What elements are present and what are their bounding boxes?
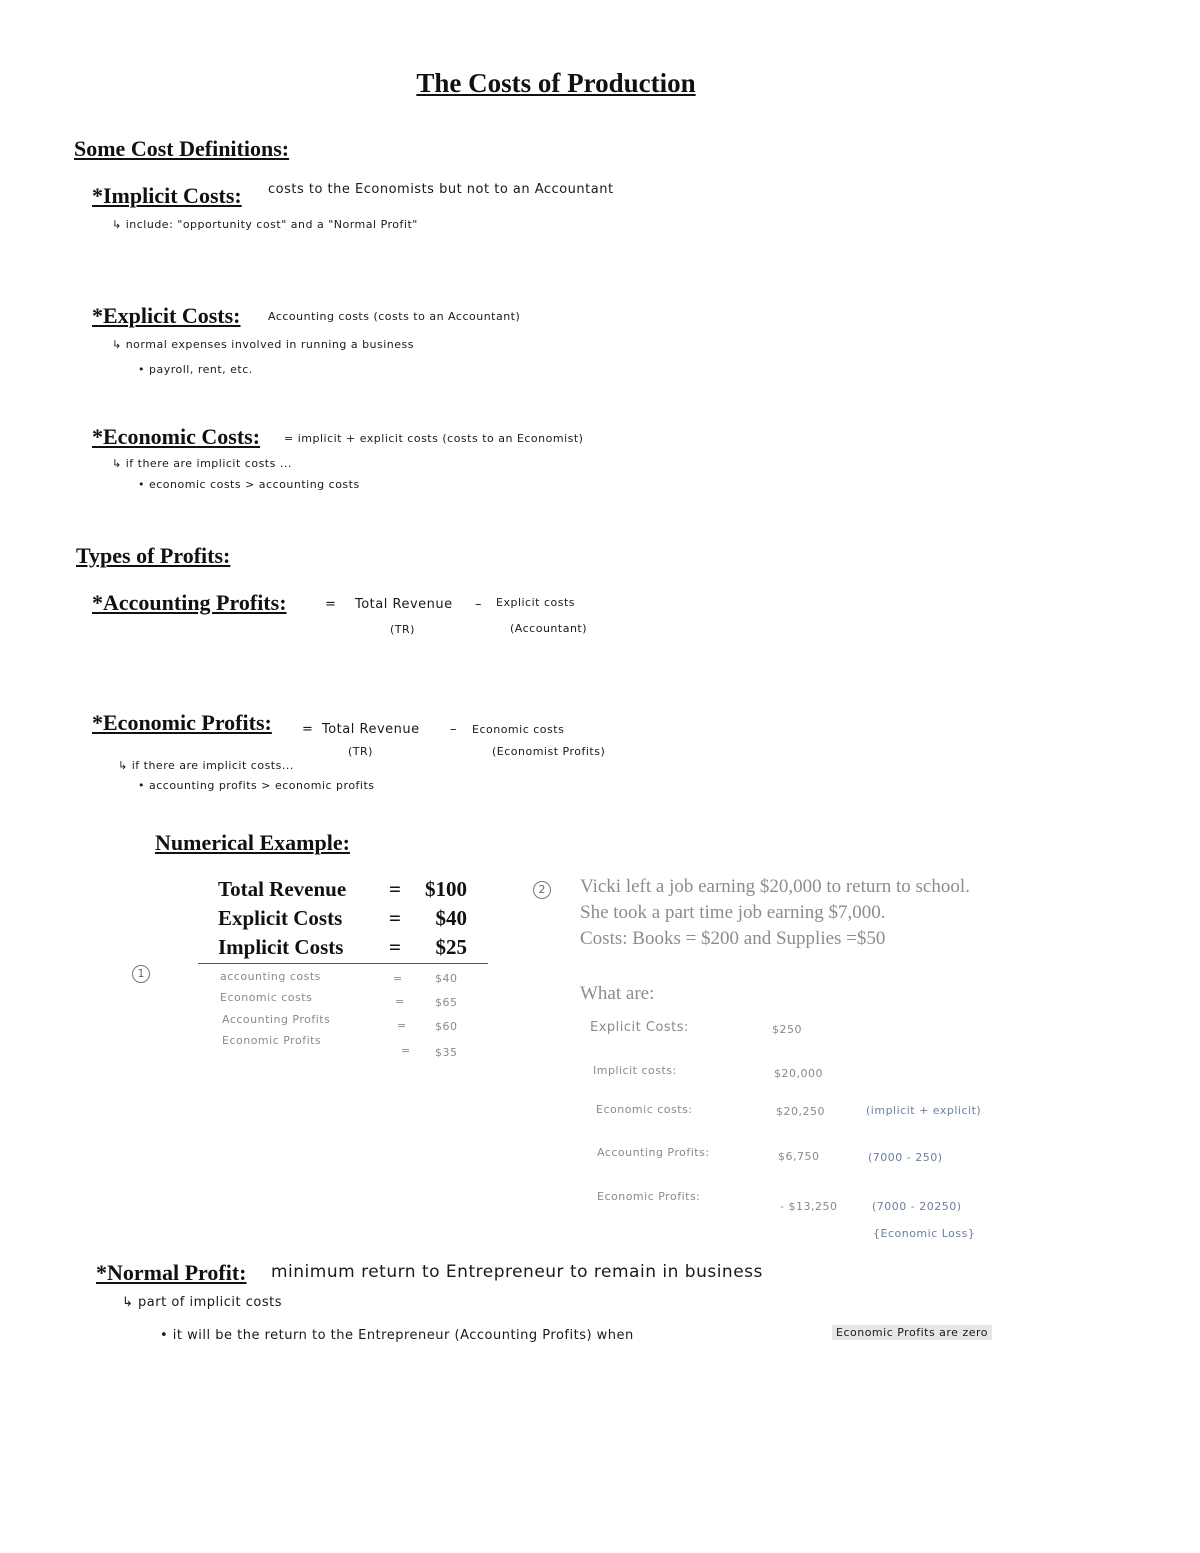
explicit-costs-bullet: • payroll, rent, etc. [138,363,253,376]
implicit-costs-term: *Implicit Costs: [92,183,242,208]
what-are-label: What are: [580,983,655,1004]
answer-label: Economic Profits [222,1034,322,1047]
accounting-profits-eq: = [325,597,337,612]
table-value: $25 [435,935,467,959]
answer-value: $20,250 [776,1105,825,1118]
accounting-profits-cost: Explicit costs [496,596,576,609]
economic-profits-tr-sub: (TR) [348,745,373,758]
explicit-costs-term: *Explicit Costs: [92,303,241,328]
normal-profit-bullet: • it will be the return to the Entrepreneur (Accounting Profits) when [160,1328,634,1343]
table-value: $100 [425,877,467,901]
economic-costs-bullet: • economic costs > accounting costs [138,478,360,491]
answer-label: Economic costs [220,991,313,1004]
table-divider [198,963,488,964]
answer-value: $35 [435,1046,458,1059]
answer-equals: = [401,1044,411,1057]
table-value: $40 [435,906,467,930]
answer-label: Economic Profits: [597,1190,701,1203]
answer-equals: = [397,1019,407,1032]
normal-profit-term: *Normal Profit: [96,1260,247,1285]
economic-profits-tr: Total Revenue [322,722,420,737]
accounting-profits-cost-sub: (Accountant) [510,622,588,635]
economic-profits-sub: ↳ if there are implicit costs... [118,759,294,772]
accounting-profits-minus: – [475,597,482,612]
answer-label: Accounting Profits [222,1013,331,1026]
normal-profit-sub: ↳ part of implicit costs [122,1295,282,1310]
answer-label: Economic costs: [596,1103,693,1116]
economic-profits-minus: – [450,722,457,737]
accounting-profits-tr-sub: (TR) [390,623,415,636]
story-line-2: She took a part time job earning $7,000. [580,902,886,923]
normal-profit-highlight: Economic Profits are zero [832,1325,992,1340]
economic-profits-cost-sub: (Economist Profits) [492,745,606,758]
answer-equals: = [393,972,403,985]
marker-2: 2 [533,881,551,899]
economic-costs-sub: ↳ if there are implicit costs ... [112,457,292,470]
cost-definitions-heading: Some Cost Definitions: [74,136,290,161]
table-equals: = [389,877,401,901]
answer-value: $6,750 [778,1150,820,1163]
answer-label: accounting costs [220,970,321,983]
answer-label: Explicit Costs: [590,1020,689,1035]
story-line-3: Costs: Books = $200 and Supplies =$50 [580,928,886,949]
explicit-costs-sub: ↳ normal expenses involved in running a business [112,338,415,351]
answer-value: $60 [435,1020,458,1033]
answer-label: Implicit costs: [593,1064,677,1077]
answer-note: (7000 - 250) [868,1151,943,1164]
answer-note: (implicit + explicit) [866,1104,982,1117]
implicit-costs-note: costs to the Economists but not to an Accountant [268,182,614,197]
table-equals: = [389,906,401,930]
types-of-profits-heading: Types of Profits: [76,543,231,568]
accounting-profits-term: *Accounting Profits: [92,590,287,615]
answer-equals: = [395,995,405,1008]
marker-1: 1 [132,965,150,983]
economic-costs-term: *Economic Costs: [92,424,261,449]
table-label: Total Revenue [218,877,347,901]
answer-value: $20,000 [774,1067,823,1080]
economic-profits-term: *Economic Profits: [92,710,272,735]
explicit-costs-note: Accounting costs (costs to an Accountant) [268,310,521,323]
economic-profits-bullet: • accounting profits > economic profits [138,779,375,792]
page-title: The Costs of Production [416,68,696,98]
answer-value: $65 [435,996,458,1009]
table-label: Explicit Costs [218,906,343,930]
answer-note: (7000 - 20250) [872,1200,962,1213]
table-equals: = [389,935,401,959]
numerical-example-heading: Numerical Example: [155,830,350,855]
story-line-1: Vicki left a job earning $20,000 to return to school. [580,876,970,897]
answer-label: Accounting Profits: [597,1146,710,1159]
answer-value: $250 [772,1023,802,1036]
accounting-profits-tr: Total Revenue [355,597,453,612]
answer-value: - $13,250 [780,1200,838,1213]
economic-profits-eq: = [302,722,314,737]
economic-loss-note: {Economic Loss} [873,1227,976,1240]
implicit-costs-sub: ↳ include: "opportunity cost" and a "Normal Profit" [112,218,418,231]
normal-profit-note: minimum return to Entrepreneur to remain in business [271,1262,763,1282]
table-label: Implicit Costs [218,935,344,959]
economic-costs-note: = implicit + explicit costs (costs to an Economist) [284,432,584,445]
answer-value: $40 [435,972,458,985]
economic-profits-cost: Economic costs [472,723,565,736]
